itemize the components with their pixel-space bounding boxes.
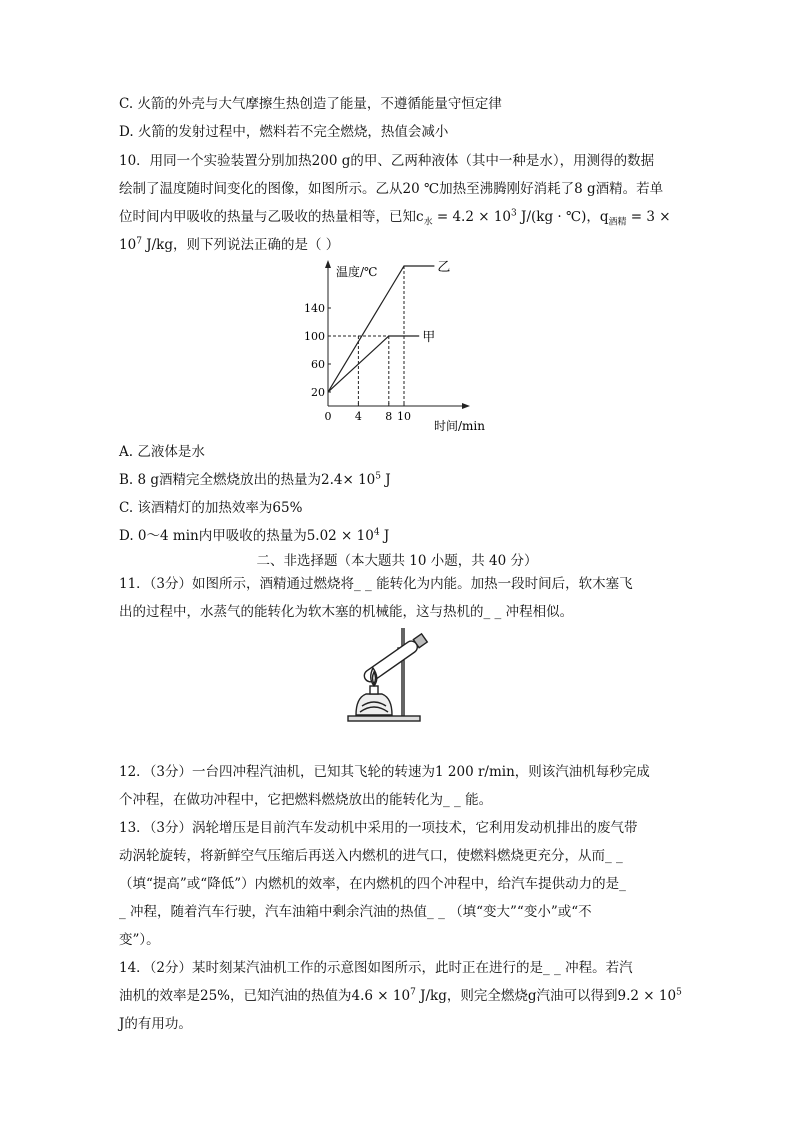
x-tick-label: 10 (397, 410, 411, 423)
section-title: 二、非选择题（本大题共 10 小题，共 40 分） (256, 553, 538, 569)
y-tick-label: 20 (311, 386, 325, 399)
series-line-0 (328, 266, 434, 392)
option-c-q10: C. 该酒精灯的加热效率为65% (119, 500, 303, 516)
q14-line2: 油机的效率是25%，已知汽油的热值为$4.6 \times 10^7$ J/kg，则完全燃烧g汽油可以得到$9.2 \times 10^5$ (119, 987, 682, 1004)
q14-line3: J的有用功。 (119, 1016, 192, 1032)
q10-line4: $10^7$ J/kg，则下列说法正确的是（ ） (119, 236, 340, 253)
series-line-1 (328, 336, 419, 392)
y-tick-label: 100 (304, 330, 325, 343)
q13-line5: 变”）。 (119, 932, 160, 948)
option-a-q10: A. 乙液体是水 (119, 444, 205, 460)
q13-line1: 13．（3分）涡轮增压是目前汽车发动机中采用的一项技术，它利用发动机排出的废气带 (119, 820, 638, 836)
y-axis-label: 温度/℃ (336, 265, 378, 279)
option-d-q9: D. 火箭的发射过程中，燃料若不完全燃烧，热值会减小 (119, 124, 449, 140)
option-d-q10: D. 0～4 min内甲吸收的热量为$5.02 \times 10^4$ J (119, 527, 390, 544)
q11-line2: 出的过程中，水蒸气的能转化为软木塞的机械能，这与热机的_ _ 冲程相似。 (119, 604, 574, 620)
alcohol-lamp-apparatus-figure (340, 622, 460, 726)
option-c-q9: C. 火箭的外壳与大气摩擦生热创造了能量，不遵循能量守恒定律 (119, 96, 502, 112)
x-tick-label: 4 (354, 410, 362, 423)
series-label: 乙 (437, 260, 451, 275)
x-tick-label: 8 (385, 410, 393, 423)
y-tick-label: 140 (304, 302, 325, 315)
q11-line1: 11．（3分）如图所示，酒精通过燃烧将_ _ 能转化为内能。加热一段时间后，软木塞飞 (119, 576, 633, 592)
q13-line2: 动涡轮旋转，将新鲜空气压缩后再送入内燃机的进气口，使燃料燃烧更充分，从而_ _ (119, 848, 623, 864)
q13-line3: （填“提高”或“降低”）内燃机的效率，在内燃机的四个冲程中，给汽车提供动力的是_ (119, 876, 626, 892)
q12-line2: 个冲程，在做功冲程中，它把燃料燃烧放出的能转化为_ _ 能。 (119, 792, 493, 808)
x-tick-label: 0 (324, 410, 332, 423)
temperature-time-chart (300, 258, 500, 438)
x-axis-label: 时间/min (434, 419, 485, 433)
option-b-q10: B. 8 g酒精完全燃烧放出的热量为$2.4\times 10^5$ J (119, 471, 391, 488)
q10-line1: 10．用同一个实验装置分别加热200 g的甲、乙两种液体（其中一种是水），用测得的数据 (119, 153, 655, 169)
q10-line2: 绘制了温度随时间变化的图像，如图所示。乙从20 ℃加热至沸腾刚好消耗了8 g酒精。若单 (119, 181, 664, 197)
q10-line3: 位时间内甲吸收的热量与乙吸收的热量相等，已知$c_水 = 4.2 \times 10^3$ J/(kg · ℃)，$q_{酒精} = 3$ × (119, 208, 671, 228)
y-tick-label: 60 (311, 358, 325, 371)
q12-line1: 12．（3分）一台四冲程汽油机，已知其飞轮的转速为1 200 r/min，则该汽油机每秒完成 (119, 764, 650, 780)
series-label: 甲 (422, 330, 436, 345)
x-axis-arrow (462, 403, 470, 409)
y-axis-arrow (325, 260, 331, 268)
q14-line1: 14．（2分）某时刻某汽油机工作的示意图如图所示，此时正在进行的是_ _ 冲程。若汽 (119, 960, 633, 976)
q13-line4: _ 冲程，随着汽车行驶，汽车油箱中剩余汽油的热值_ _ （填“变大”“变小”或“不 (119, 904, 592, 920)
